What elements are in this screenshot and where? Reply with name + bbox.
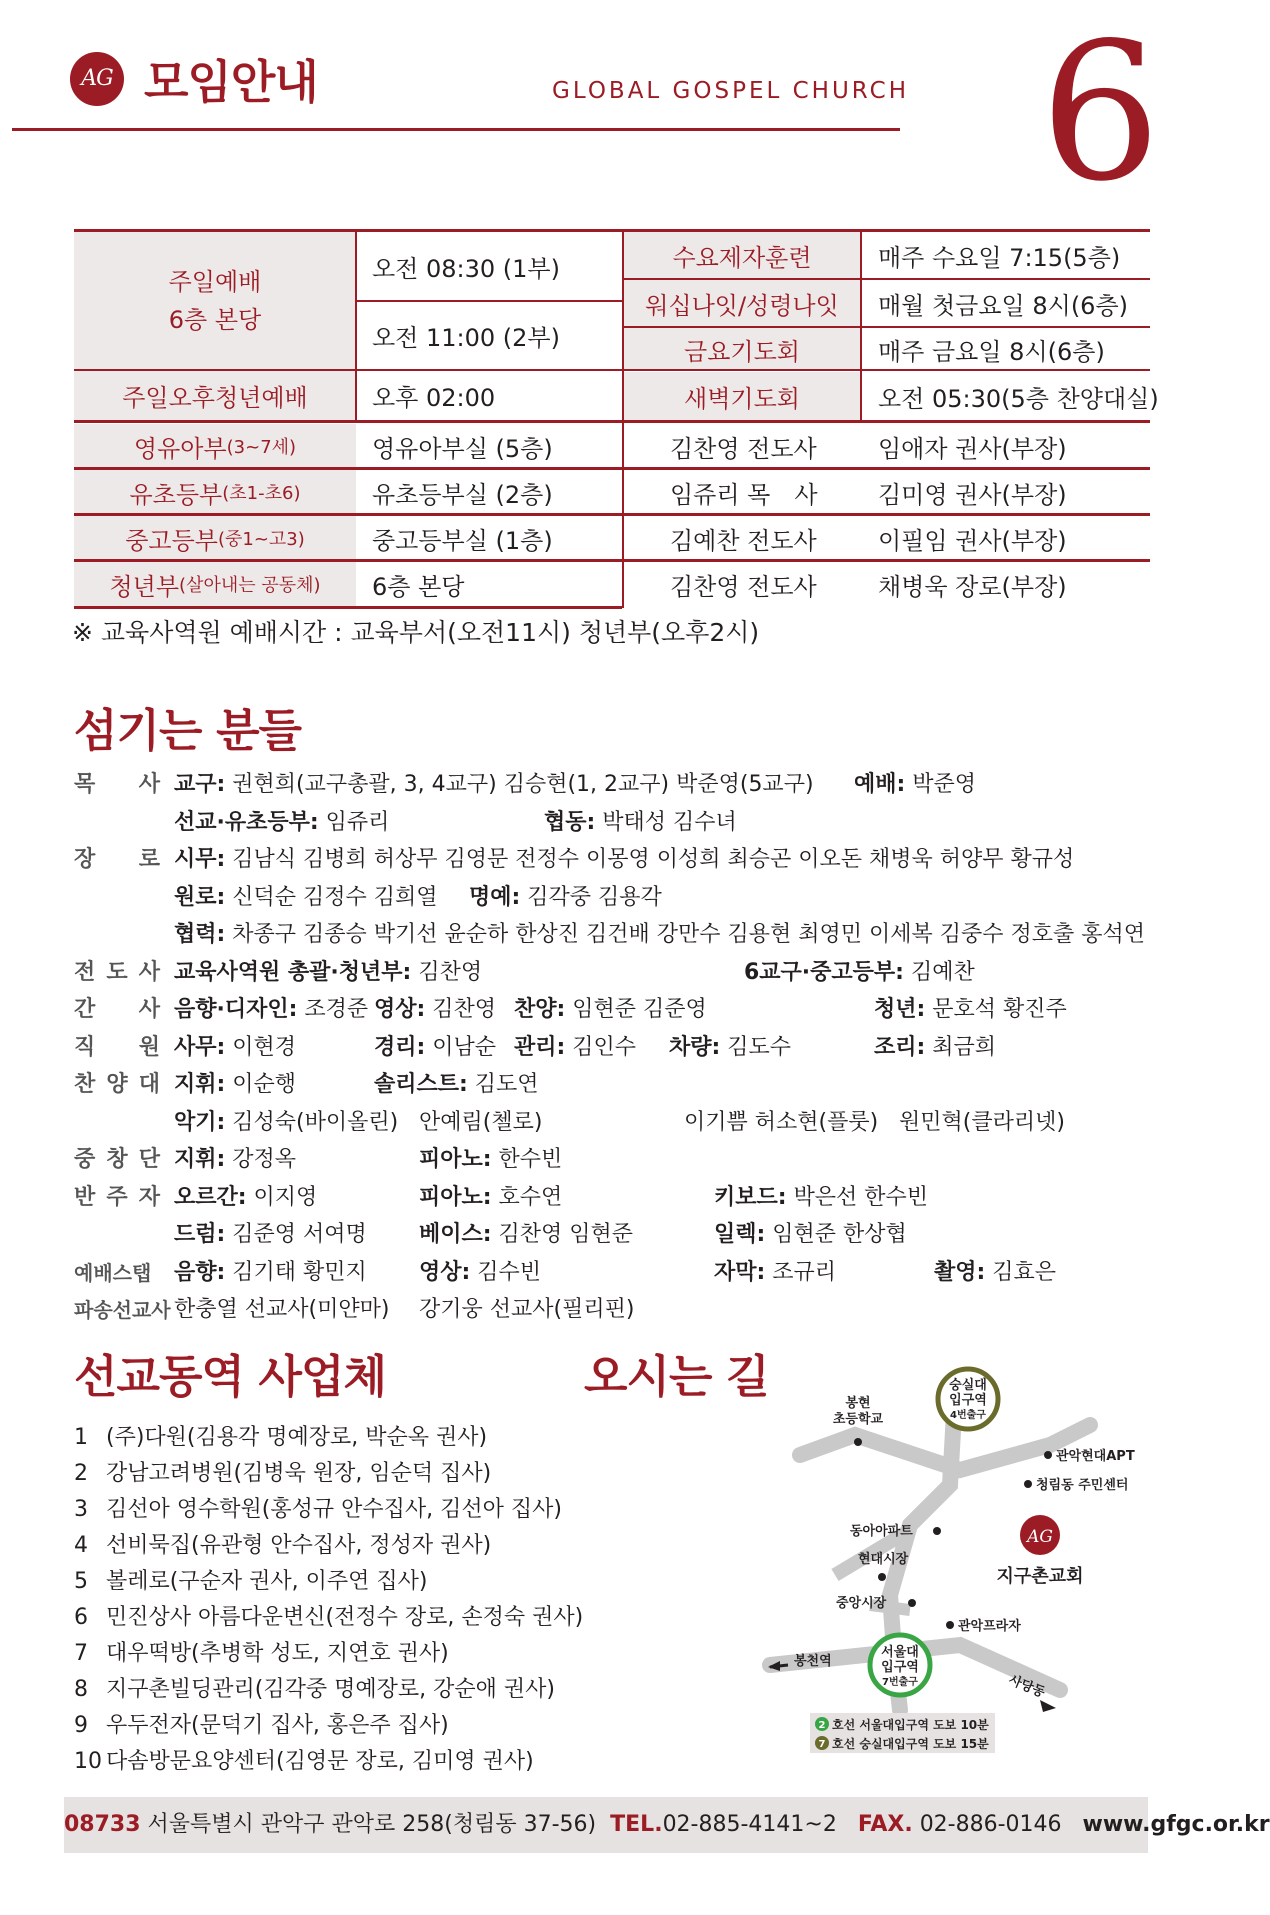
staff-group (174, 1067, 296, 1103)
staff-group-label: 교구: (174, 772, 226, 797)
staff-role-char: 반 (74, 1184, 96, 1210)
staff-role (74, 1030, 160, 1066)
staff-names: 원민혁(클라리넷) (899, 1109, 1065, 1135)
mission-business-item (74, 1456, 491, 1492)
mission-business-item (74, 1528, 491, 1564)
staff-group-label: 차량: (669, 1034, 721, 1060)
staff-group-label: 악기: (174, 1109, 226, 1135)
staff-names: 권현희(교구총괄, 3, 4교구) 김승현(1, 2교구) 박준영(5교구) (225, 772, 814, 797)
staff-role-char: 원 (138, 1034, 160, 1060)
dept-infant-pastor: 김찬영 전도사 (670, 434, 817, 463)
table-rule (74, 420, 1150, 423)
staff-role (74, 1142, 160, 1178)
staff-group-label: 오르간: (174, 1184, 247, 1210)
staff-names: 김준영 서여명 (225, 1222, 367, 1247)
staff-group (874, 992, 1067, 1028)
staff-group (854, 767, 976, 803)
place-dot (1044, 1451, 1052, 1459)
mission-section-title: 선교동역 사업체 (74, 1350, 386, 1403)
direction-left-label: 봉천역 (794, 1654, 832, 1669)
staff-group-label: 협력: (174, 922, 226, 947)
staff-names: 한충열 선교사(미얀마) (174, 1297, 390, 1322)
staff-names: 강정옥 (225, 1147, 297, 1172)
staff-group (419, 1217, 633, 1253)
staff-group (514, 1030, 636, 1066)
staff-group (934, 1255, 1056, 1291)
place-label: 청림동 주민센터 (1036, 1478, 1129, 1493)
staff-group-label: 조리: (874, 1034, 926, 1060)
staff-names: 박은선 한수빈 (786, 1184, 929, 1210)
dept-infant-range: (3~7세) (226, 437, 297, 458)
staff-names: 김인수 (565, 1034, 637, 1060)
staff-group-label: 선교·유초등부: (174, 809, 319, 835)
staff-names: 박태성 김수녀 (595, 809, 737, 835)
table-rule (860, 229, 862, 420)
staff-role (74, 992, 160, 1028)
directions-map (760, 1365, 1170, 1755)
table-rule (74, 229, 622, 232)
table-rule (624, 369, 1150, 371)
arrow-right-icon (1040, 1700, 1056, 1712)
staff-role-char: 찬 (74, 1072, 96, 1097)
youth-service-time: 오후 02:00 (372, 383, 496, 412)
top-station-label: 숭실대 (949, 1378, 987, 1393)
page-number: 6 (1040, 2, 1161, 223)
staff-section-title: 섬기는 분들 (74, 704, 302, 757)
staff-role-char: 장 (74, 847, 96, 872)
staff-group (419, 1105, 542, 1141)
direction-right-label: 사당동 (1006, 1672, 1048, 1701)
place-label: 중앙시장 (836, 1596, 887, 1611)
mission-business-number: 8 (74, 1677, 88, 1702)
school-label: 봉현 (845, 1396, 871, 1411)
table-rule (74, 559, 1150, 562)
staff-group (874, 1030, 996, 1066)
footer-fax-label: FAX. (857, 1812, 913, 1837)
staff-role (74, 767, 160, 803)
staff-group-label: 지휘: (174, 1147, 226, 1172)
staff-group (174, 955, 482, 991)
staff-names: 문호석 황진주 (925, 997, 1067, 1022)
dept-infant-room: 영유아부실 (5층) (372, 434, 553, 463)
mission-business-item (74, 1600, 583, 1636)
staff-role-char: 대 (138, 1072, 160, 1097)
staff-names: 강기웅 선교사(필리핀) (419, 1297, 635, 1322)
staff-names: 이지영 (246, 1184, 318, 1210)
staff-group-label: 예배: (854, 772, 906, 797)
dept-infant-leader: 임애자 권사(부장) (878, 434, 1067, 463)
staff-names: 이현경 (225, 1034, 297, 1060)
line-2-walk-time: 호선 서울대입구역 도보 10분 (832, 1718, 989, 1732)
staff-role (74, 1067, 160, 1103)
staff-group-label: 관리: (514, 1034, 566, 1060)
staff-group (714, 1180, 928, 1216)
staff-names: 이남순 (425, 1034, 497, 1060)
table-rule (74, 606, 622, 609)
mission-business-item (74, 1420, 487, 1456)
staff-names: 임현준 한상협 (765, 1222, 907, 1247)
mission-business-number: 10 (74, 1749, 102, 1774)
friday-prayer-label: 금요기도회 (624, 328, 860, 370)
staff-group-label: 경리: (374, 1034, 426, 1060)
staff-group (374, 1030, 496, 1066)
staff-group (514, 992, 707, 1028)
staff-role-char: 사 (138, 959, 160, 985)
dept-young-adult-pastor: 김찬영 전도사 (670, 572, 817, 601)
footer-tel-label: TEL. (610, 1812, 663, 1837)
staff-names: 이기쁨 허소현(플룻) (684, 1109, 879, 1135)
staff-names: 박준영 (905, 772, 977, 797)
mission-business-text: 김선아 영수학원(홍성규 안수집사, 김선아 집사) (106, 1497, 562, 1522)
table-rule (74, 369, 622, 371)
table-rule (624, 326, 1150, 328)
staff-group (174, 1255, 367, 1291)
staff-group (374, 992, 496, 1028)
dept-young-adult-room: 6층 본당 (372, 572, 465, 601)
staff-group (714, 1217, 907, 1253)
mission-business-text: 선비묵집(유관형 안수집사, 정성자 권사) (106, 1533, 492, 1558)
staff-group (544, 805, 737, 841)
staff-names: 김도수 (720, 1034, 792, 1060)
dept-young-adult-range: (살아내는 공동체) (179, 575, 321, 596)
staff-role (74, 1255, 160, 1291)
staff-group (374, 1067, 539, 1103)
mission-business-item (74, 1744, 534, 1780)
mission-business-number: 3 (74, 1497, 88, 1522)
dept-elementary-room: 유초등부실 (2층) (372, 480, 553, 509)
mission-business-text: 지구촌빌딩관리(김각중 명예장로, 강순애 권사) (106, 1677, 555, 1702)
place-label: 현대시장 (858, 1552, 909, 1567)
sunday-service-label (74, 232, 356, 370)
table-rule (355, 229, 357, 420)
map-graphic (760, 1365, 1170, 1755)
staff-group-label: 협동: (544, 809, 596, 835)
staff-role (74, 955, 160, 991)
place-dot (1024, 1480, 1032, 1488)
staff-names: 조경준 (297, 997, 369, 1022)
staff-names: 김남식 김병희 허상무 김영문 전정수 이몽영 이성희 최승곤 이오돈 채병욱 허양무 황규성 (225, 847, 1075, 872)
mission-business-text: 우두전자(문덕기 집사, 홍은주 집사) (106, 1713, 449, 1738)
top-station-label: 입구역 (949, 1393, 987, 1408)
staff-group-label: 음향·디자인: (174, 997, 298, 1022)
staff-group-label: 명예: (469, 884, 521, 910)
staff-group-label: 지휘: (174, 1072, 226, 1097)
staff-names: 신덕순 김정수 김희열 (225, 884, 438, 910)
dept-youth-range: (중1~고3) (217, 529, 305, 550)
dept-young-adult-name: 청년부 (109, 572, 180, 601)
staff-role-char: 직 (74, 1034, 96, 1060)
footer-postcode: 08733 (64, 1812, 141, 1837)
table-rule (356, 300, 622, 302)
footer-contact-bar (64, 1797, 1270, 1853)
staff-group (419, 1255, 541, 1291)
staff-names: 임현준 김준영 (565, 997, 707, 1022)
place-label: 관악프라자 (958, 1619, 1021, 1634)
mission-business-item (74, 1492, 562, 1528)
staff-group-label: 영상: (419, 1259, 471, 1285)
mission-business-number: 4 (74, 1533, 88, 1558)
staff-group (174, 1030, 296, 1066)
sunday-time-2: 오전 11:00 (2부) (372, 324, 560, 352)
mission-business-number: 5 (74, 1569, 88, 1594)
header-divider (12, 128, 900, 131)
church-name: GLOBAL GOSPEL CHURCH (552, 78, 909, 104)
staff-group (684, 1105, 878, 1141)
staff-role-char: 예배스탭 (74, 1260, 152, 1285)
table-rule (74, 513, 1150, 516)
staff-group-label: 드럼: (174, 1222, 226, 1247)
staff-names: 조규리 (765, 1259, 837, 1285)
staff-group-label: 사무: (174, 1034, 226, 1060)
staff-role-char: 도 (106, 959, 128, 985)
dept-elementary-range: (초1-초6) (222, 483, 301, 504)
mission-business-item (74, 1564, 427, 1600)
church-map-label: 지구촌교회 (996, 1566, 1084, 1587)
staff-names: 김찬영 (411, 959, 483, 985)
staff-group-label: 영상: (374, 997, 426, 1022)
staff-group (174, 805, 389, 841)
staff-role-char: 전 (74, 959, 96, 985)
mission-business-number: 9 (74, 1713, 88, 1738)
footer-website-link[interactable]: www.gfgc.or.kr (1082, 1812, 1270, 1837)
staff-group-label: 촬영: (934, 1259, 986, 1285)
dept-youth-leader: 이필임 권사(부장) (878, 526, 1067, 555)
staff-group-label: 베이스: (419, 1222, 492, 1247)
staff-names: 김기태 황민지 (225, 1259, 367, 1285)
staff-group (419, 1292, 634, 1328)
sunday-service-place: 6층 본당 (168, 306, 262, 334)
bottom-station-exit: 7번출구 (882, 1677, 918, 1688)
staff-names: 안예림(첼로) (419, 1109, 543, 1135)
dept-youth-label (74, 516, 356, 560)
footer-tel: 02-885-4141~2 (662, 1812, 837, 1837)
dawn-prayer-time: 오전 05:30(5층 찬양대실) (878, 384, 1159, 413)
staff-group (174, 1217, 367, 1253)
staff-names: 한수빈 (491, 1147, 563, 1172)
staff-group-label: 솔리스트: (374, 1072, 468, 1097)
staff-group (174, 1180, 317, 1216)
staff-group (744, 955, 975, 991)
staff-group (174, 1142, 296, 1178)
mission-business-item (74, 1672, 555, 1708)
sunday-service-name: 주일예배 (168, 268, 262, 296)
page-title: 모임안내 (144, 55, 318, 109)
staff-group (174, 917, 1145, 953)
mission-business-item (74, 1708, 449, 1744)
sunday-time-1: 오전 08:30 (1부) (372, 255, 560, 283)
dept-young-adult-leader: 채병욱 장로(부장) (878, 572, 1067, 601)
staff-role-char: 단 (138, 1147, 160, 1172)
staff-group (174, 842, 1074, 878)
worship-night-label: 워십나잇/성령나잇 (624, 280, 860, 326)
bottom-station-label: 서울대 (881, 1645, 919, 1660)
staff-names: 이순행 (225, 1072, 297, 1097)
staff-group-label: 청년: (874, 997, 926, 1022)
staff-names: 김찬영 임현준 (491, 1222, 634, 1247)
staff-group (469, 880, 662, 916)
staff-role-char: 사 (138, 772, 160, 797)
line-2-number: 2 (818, 1720, 826, 1731)
mission-business-number: 2 (74, 1461, 88, 1486)
place-label: 동아아파트 (850, 1524, 913, 1539)
mission-business-text: 민진상사 아름다운변신(전정수 장로, 손정숙 권사) (106, 1605, 584, 1630)
staff-names: 호수연 (491, 1184, 563, 1210)
staff-role (74, 842, 160, 878)
education-service-note: ※ 교육사역원 예배시간 : 교육부서(오전11시) 청년부(오후2시) (72, 618, 760, 647)
staff-names: 김수빈 (470, 1259, 542, 1285)
mission-business-number: 6 (74, 1605, 88, 1630)
staff-group (174, 1292, 389, 1328)
staff-role-char: 중 (74, 1147, 96, 1172)
mission-business-text: 다솜방문요양센터(김영문 장로, 김미영 권사) (106, 1749, 534, 1774)
staff-role-char: 양 (106, 1072, 128, 1097)
staff-names: 김효은 (985, 1259, 1057, 1285)
dept-youth-room: 중고등부실 (1층) (372, 526, 553, 555)
staff-role-char: 자 (138, 1184, 160, 1210)
staff-group-label: 일렉: (714, 1222, 766, 1247)
table-rule (624, 229, 1150, 232)
mission-business-number: 7 (74, 1641, 88, 1666)
dawn-prayer-label: 새벽기도회 (624, 372, 860, 420)
staff-names: 김도연 (467, 1072, 539, 1097)
staff-names: 임쥬리 (318, 809, 390, 835)
mission-business-text: 강남고려병원(김병욱 원장, 임순덕 집사) (106, 1461, 492, 1486)
staff-group (174, 992, 368, 1028)
friday-prayer-time: 매주 금요일 8시(6층) (878, 337, 1105, 366)
staff-group (669, 1030, 791, 1066)
staff-group-label: 찬양: (514, 997, 566, 1022)
staff-group (419, 1180, 562, 1216)
place-dot (946, 1621, 954, 1629)
staff-names: 최금희 (925, 1034, 997, 1060)
worship-night-time: 매월 첫금요일 8시(6층) (878, 291, 1128, 320)
dept-infant-name: 영유아부 (133, 434, 227, 463)
footer-fax: 02-886-0146 (919, 1812, 1062, 1837)
dept-youth-name: 중고등부 (125, 526, 218, 555)
staff-names: 김성숙(바이올린) (225, 1109, 399, 1135)
staff-group (419, 1142, 562, 1178)
staff-role-char: 주 (106, 1184, 128, 1210)
church-logo: AG (70, 52, 124, 106)
staff-role (74, 1180, 160, 1216)
church-map-logo-text: AG (1027, 1527, 1053, 1547)
dept-elementary-pastor: 임쥬리 목 사 (670, 480, 818, 509)
arrow-left-icon (770, 1665, 788, 1667)
staff-group-label: 시무: (174, 847, 226, 872)
staff-group-label: 피아노: (419, 1147, 492, 1172)
staff-group (174, 767, 814, 803)
staff-role-char: 파송선교사 (74, 1298, 171, 1322)
place-dot (878, 1573, 886, 1581)
staff-role-char: 간 (74, 997, 96, 1022)
mission-business-text: 대우떡방(추병학 성도, 지연호 권사) (106, 1641, 449, 1666)
dept-elementary-label (74, 470, 356, 514)
dept-youth-pastor: 김예찬 전도사 (670, 526, 817, 555)
wednesday-training-label: 수요제자훈련 (624, 232, 860, 278)
staff-names: 김찬영 (425, 997, 497, 1022)
dept-elementary-name: 유초등부 (129, 480, 223, 509)
staff-role-char: 목 (74, 772, 96, 797)
mission-business-text: 볼레로(구순자 권사, 이주연 집사) (106, 1569, 428, 1594)
staff-group (174, 1105, 398, 1141)
staff-group (174, 880, 438, 916)
staff-group-label: 음향: (174, 1259, 226, 1285)
top-station-exit: 4번출구 (950, 1410, 986, 1421)
staff-names: 김각중 김용각 (520, 884, 662, 910)
table-rule (74, 467, 1150, 470)
wednesday-training-time: 매주 수요일 7:15(5층) (878, 243, 1121, 272)
place-dot (908, 1599, 916, 1607)
dept-young-adult-label (74, 562, 356, 606)
footer-address: 서울특별시 관악구 관악로 258(청림동 37-56) (147, 1812, 597, 1837)
directions-title: 오시는 길 (584, 1350, 769, 1403)
school-dot (854, 1438, 862, 1446)
dept-elementary-leader: 김미영 권사(부장) (878, 480, 1067, 509)
staff-group-label: 교육사역원 총괄·청년부: (174, 959, 412, 985)
mission-business-text: (주)다원(김용각 명예장로, 박순옥 권사) (106, 1425, 488, 1450)
place-dot (933, 1527, 941, 1535)
staff-group-label: 자막: (714, 1259, 766, 1285)
staff-names: 김예찬 (903, 959, 975, 985)
staff-group-label: 피아노: (419, 1184, 492, 1210)
staff-role-char: 창 (106, 1147, 128, 1172)
table-rule (622, 229, 624, 608)
mission-business-number: 1 (74, 1425, 88, 1450)
place-label: 관악현대APT (1056, 1449, 1135, 1464)
staff-group (714, 1255, 836, 1291)
staff-group (899, 1105, 1065, 1141)
youth-service-label: 주일오후청년예배 (74, 370, 356, 420)
staff-role (74, 1292, 171, 1328)
dept-infant-label (74, 424, 356, 468)
mission-business-item (74, 1636, 449, 1672)
staff-role-char: 로 (138, 847, 160, 872)
line-7-walk-time: 호선 숭실대입구역 도보 15분 (832, 1737, 989, 1751)
staff-group-label: 원로: (174, 884, 226, 910)
line-7-number: 7 (818, 1739, 826, 1750)
school-label: 초등학교 (832, 1412, 884, 1427)
bottom-station-label: 입구역 (881, 1660, 919, 1675)
staff-names: 차종구 김종승 박기선 윤순하 한상진 김건배 강만수 김용현 최영민 이세복 김중수 정호출 홍석연 (225, 922, 1146, 947)
staff-group-label: 6교구·중고등부: (744, 959, 904, 985)
table-rule (624, 278, 1150, 280)
staff-group-label: 키보드: (714, 1184, 787, 1210)
staff-role-char: 사 (138, 997, 160, 1022)
